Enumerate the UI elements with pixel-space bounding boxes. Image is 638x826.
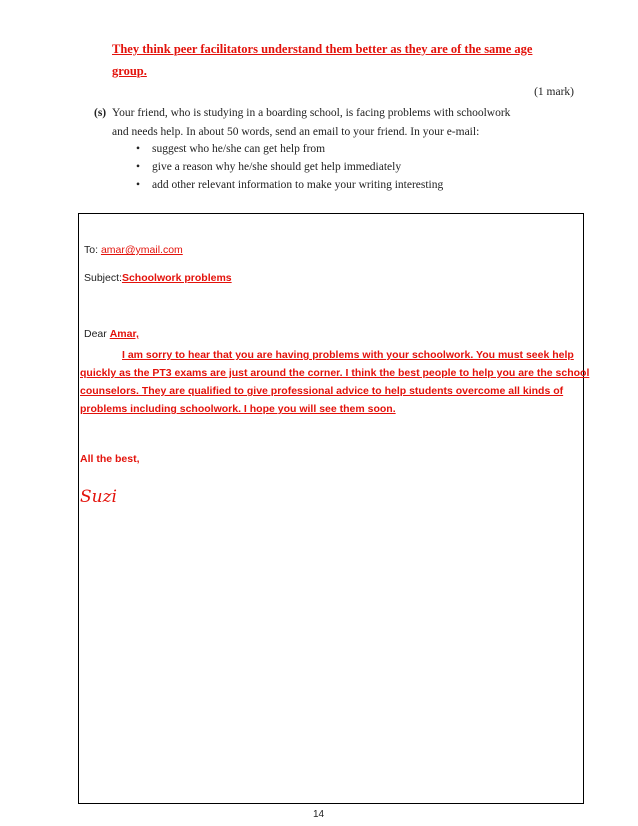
email-subject-value: Schoolwork problems bbox=[121, 272, 232, 284]
email-to-value: amar@ymail.com bbox=[100, 244, 183, 256]
bullet-icon: • bbox=[136, 179, 141, 191]
email-body-line: problems including schoolwork. I hope you will see them soon. bbox=[80, 403, 396, 415]
email-subject bbox=[84, 272, 232, 284]
page-number: 14 bbox=[313, 809, 325, 820]
dear-name: Amar, bbox=[109, 328, 139, 340]
answer-line-2: group. bbox=[112, 64, 147, 78]
bullet-text: suggest who he/she can get help from bbox=[152, 143, 326, 155]
question-line-1: Your friend, who is studying in a boarding school, is facing problems with schoolwork bbox=[112, 107, 511, 119]
answer-box bbox=[78, 213, 584, 804]
bullet-icon: • bbox=[136, 161, 141, 173]
bullet-item bbox=[136, 143, 325, 155]
dear-label: Dear bbox=[84, 328, 110, 340]
email-body-line: counselors. They are qualified to give professional advice to help students overcome all kinds of bbox=[80, 385, 564, 397]
bullet-icon: • bbox=[136, 143, 141, 155]
email-subject-label: Subject: bbox=[84, 272, 122, 284]
question-line-2: and needs help. In about 50 words, send an email to your friend. In your e-mail: bbox=[112, 126, 480, 138]
email-to bbox=[84, 244, 183, 256]
email-to-label: To: bbox=[84, 244, 101, 256]
bullet-text: give a reason why he/she should get help immediately bbox=[152, 161, 402, 173]
bullet-item bbox=[136, 161, 401, 173]
email-signature: Suzi bbox=[80, 487, 117, 507]
email-body-line: I am sorry to hear that you are having problems with your schoolwork. You must seek help bbox=[122, 349, 574, 361]
bullet-text: add other relevant information to make your writing interesting bbox=[152, 179, 444, 191]
bullet-item bbox=[136, 179, 443, 191]
email-body-line: quickly as the PT3 exams are just around the corner. I think the best people to help you are the school bbox=[80, 367, 590, 379]
email-salutation bbox=[84, 328, 139, 340]
email-closing: All the best, bbox=[80, 453, 140, 465]
answer-line-1: They think peer facilitators understand them better as they are of the same age bbox=[112, 42, 533, 56]
question-number: (s) bbox=[94, 107, 107, 119]
marks-label: (1 mark) bbox=[534, 86, 574, 98]
